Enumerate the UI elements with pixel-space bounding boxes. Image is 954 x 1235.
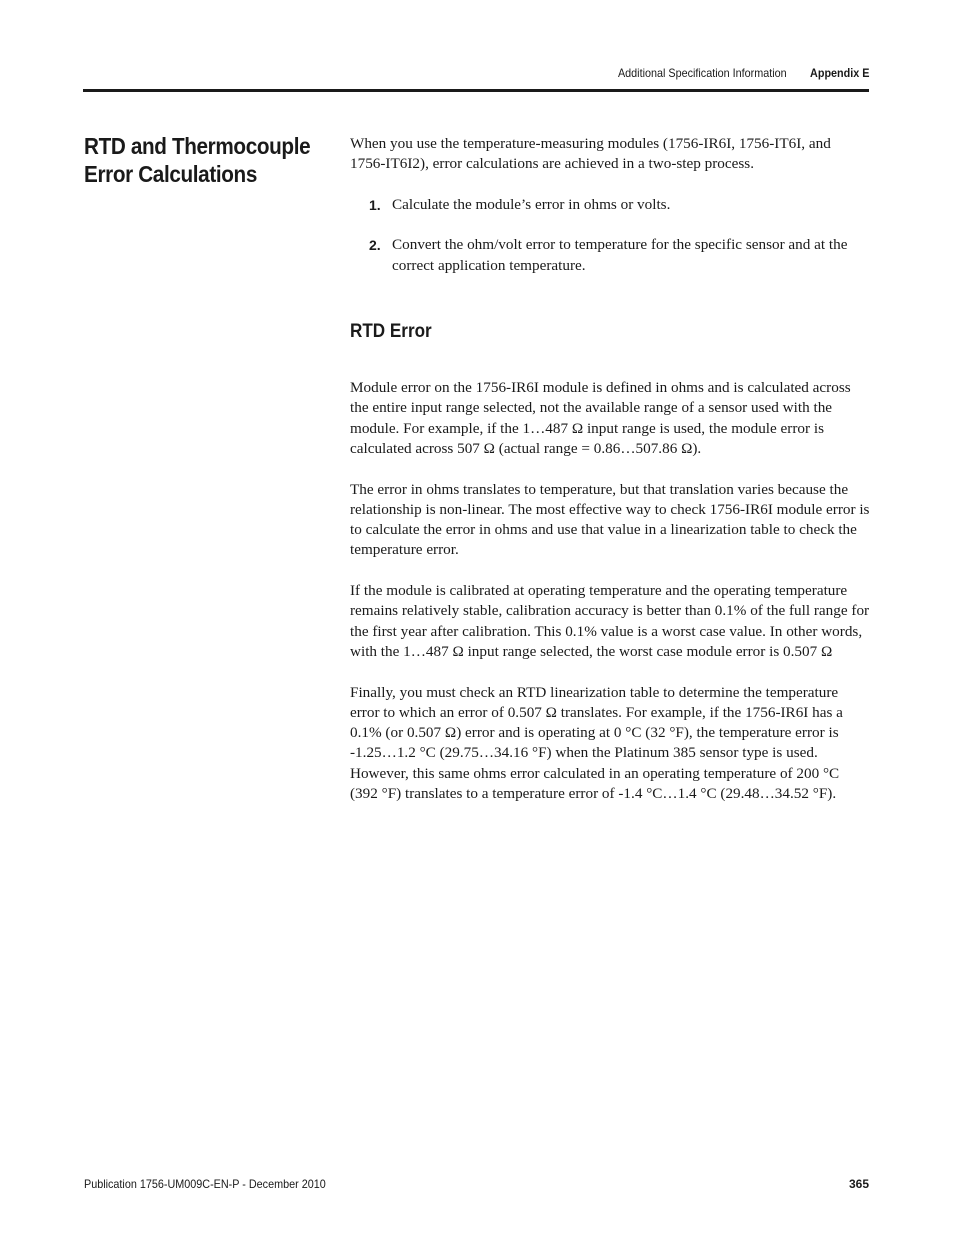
- rtd-paragraph-4: Finally, you must check an RTD linearization table to determine the temperature error to which an error of 0.507 Ω translates. For example, if the 1756-IR6I has a 0.1% (or 0.507 Ω) error and is operating at 0 °C (32 °F), the temperature error is -1.25…1.2 °C (29.75…34.16 °F) when the Platinum 385 sensor type is used. However, this same ohms error calculated in an operating temperature of 200 °C (392 °F) translates to a temperature error of -1.4 °C…1.4 °C (29.48…34.52 °F).: [350, 683, 843, 803]
- step-text: Convert the ohm/volt error to temperature for the specific sensor and at the correct application temperature.: [392, 236, 848, 274]
- running-header: [617, 66, 869, 80]
- footer-publication: Publication 1756-UM009C-EN-P - December 2010: [84, 1177, 326, 1191]
- header-section-name: Additional Specification Information: [617, 66, 787, 80]
- header-rule: [83, 89, 869, 92]
- rtd-paragraph-3: If the module is calibrated at operating temperature and the operating temperature remains relatively stable, calibration accuracy is better than 0.1% of the full range for the first year after calibration. This 0.1% value is a worst case value. In other words, with the 1…487 Ω input range selected, the worst case module error is 0.507 Ω: [350, 582, 870, 660]
- step-number: 2.: [369, 237, 381, 254]
- rtd-paragraph-2: The error in ohms translates to temperature, but that translation varies because the relationship is non-linear. The most effective way to check 1756-IR6I module error is to calculate the error in ohms and use that value in a linearization table to check the temperature error.: [350, 480, 870, 559]
- step-item: [350, 235, 870, 276]
- step-item: [350, 195, 870, 215]
- intro-paragraph: When you use the temperature-measuring modules (1756-IR6I, 1756-IT6I, and 1756-IT6I2), error calculations are achieved in a two-step process.: [350, 135, 831, 173]
- body-column: [350, 134, 870, 825]
- section-title: RTD and Thermocouple Error Calculations: [84, 133, 311, 187]
- rtd-error-heading: RTD Error: [350, 321, 432, 343]
- step-number: 1.: [369, 196, 381, 213]
- page-number: 365: [848, 1177, 869, 1191]
- step-text: Calculate the module’s error in ohms or volts.: [392, 195, 671, 213]
- rtd-paragraph-1: Module error on the 1756-IR6I module is defined in ohms and is calculated across the entire input range selected, not the available range of a sensor used with the module. For example, if the 1…487 Ω input range is used, the module error is calculated across 507 Ω (actual range = 0.86…507.86 Ω).: [350, 379, 851, 457]
- header-appendix-label: Appendix E: [809, 66, 869, 80]
- steps-list: [350, 195, 870, 276]
